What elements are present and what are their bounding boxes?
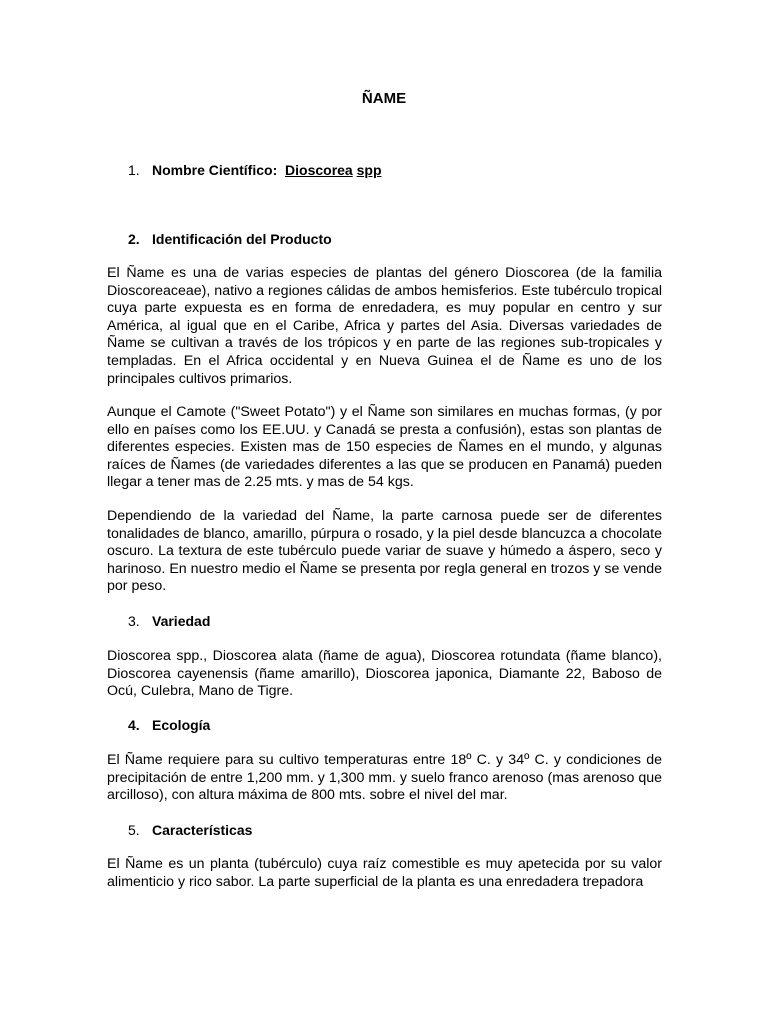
section-label: Variedad xyxy=(152,613,211,629)
scientific-genus: Dioscorea xyxy=(285,162,353,178)
section-heading-caracteristicas xyxy=(128,822,252,838)
section-heading-identificacion xyxy=(128,231,332,247)
paragraph-identificacion-3: Dependiendo de la variedad del Ñame, la parte carnosa puede ser de diferentes tonalidades de blanco, amarillo, púrpura o rosado, y la piel desde blancuzca a chocolate oscuro. La textura de este tubérculo puede variar de suave y húmedo a áspero, seco y harinoso. En nuestro medio el Ñame se presenta por regla general en trozos y se vende por peso. xyxy=(107,508,662,595)
section-label: Nombre Científico: xyxy=(152,162,278,178)
section-number: 5. xyxy=(128,822,140,838)
section-number: 4. xyxy=(128,717,140,733)
section-label: Ecología xyxy=(152,717,211,733)
paragraph-identificacion-2: Aunque el Camote ("Sweet Potato") y el Ñame son similares en muchas formas, (y por ello en países como los EE.UU. y Canadá se presta a confusión), estas son plantas de diferentes especies. Existen mas de 150 especies de Ñames en el mundo, y algunas raíces de Ñames (de variedades diferentes a las que se producen en Panamá) pueden llegar a tener mas de 2.25 mts. y mas de 54 kgs. xyxy=(107,404,662,491)
section-heading-ecologia xyxy=(128,717,210,733)
section-number: 2. xyxy=(128,231,140,247)
section-label: Identificación del Producto xyxy=(152,231,332,247)
section-number: 3. xyxy=(128,613,140,629)
scientific-species: spp xyxy=(356,162,382,178)
section-heading-nombre-cientifico xyxy=(128,162,382,178)
paragraph-ecologia: El Ñame requiere para su cultivo temperaturas entre 18º C. y 34º C. y condiciones de precipitación de entre 1,200 mm. y 1,300 mm. y suelo franco arenoso (mas arenoso que arcilloso), con altura máxima de 800 mts. sobre el nivel del mar. xyxy=(107,752,662,804)
section-number: 1. xyxy=(128,162,140,178)
section-label: Características xyxy=(152,822,253,838)
section-heading-variedad xyxy=(128,613,210,629)
paragraph-identificacion-1: El Ñame es una de varias especies de plantas del género Dioscorea (de la familia Dioscoreaceae), nativo a regiones cálidas de ambos hemisferios. Este tubérculo tropical cuya parte expuesta es en forma de enredadera, es muy popular en centro y sur América, al igual que en el Caribe, Africa y partes del Asia. Diversas variedades de Ñame se cultivan a través de los trópicos y en parte de las regiones sub-tropicales y templadas. En el Africa occidental y en Nueva Guinea el de Ñame es uno de los principales cultivos primarios. xyxy=(107,265,662,387)
document-title: ÑAME xyxy=(361,90,407,107)
paragraph-variedad: Dioscorea spp., Dioscorea alata (ñame de agua), Dioscorea rotundata (ñame blanco), Dioscorea cayenensis (ñame amarillo), Dioscorea japonica, Diamante 22, Baboso de Ocú, Culebra, Mano de Tigre. xyxy=(107,648,662,700)
paragraph-caracteristicas: El Ñame es un planta (tubérculo) cuya raíz comestible es muy apetecida por su valor alimenticio y rico sabor. La parte superficial de la planta es una enredadera trepadora xyxy=(107,856,662,890)
